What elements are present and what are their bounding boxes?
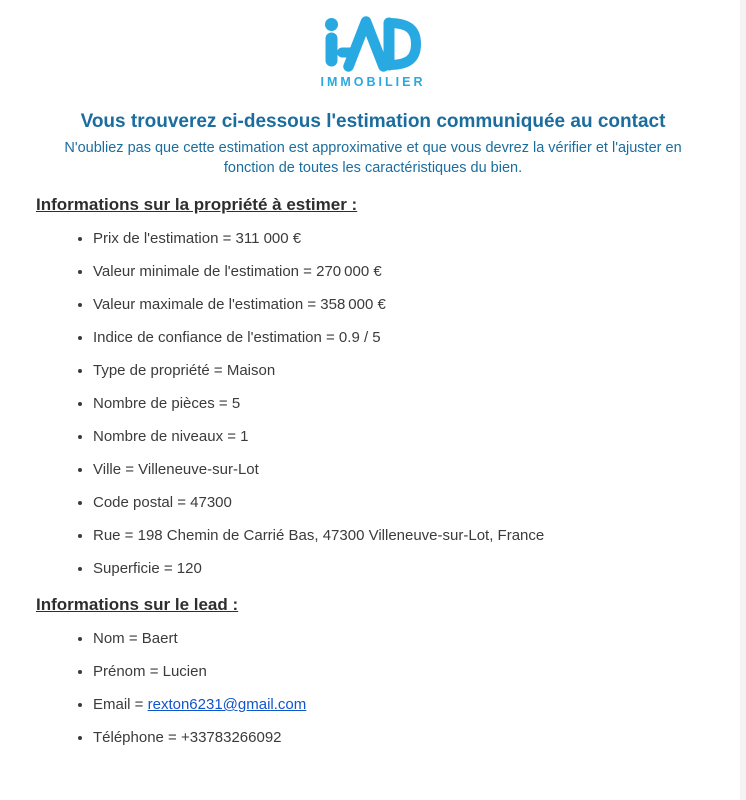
- list-item: [93, 697, 710, 713]
- iad-logo-icon: [323, 16, 423, 72]
- email-label: Email =: [93, 696, 148, 713]
- list-item: • Code postal = 47300: [93, 495, 710, 511]
- page-title: Vous trouverez ci-dessous l'estimation communiquée au contact: [80, 111, 666, 132]
- page-right-edge: [740, 0, 746, 800]
- lead-list: [36, 631, 710, 746]
- list-item: • Nom = Baert: [93, 631, 710, 647]
- property-section: [36, 195, 710, 577]
- list-item: • Prix de l'estimation = 311 000 €: [93, 231, 710, 247]
- lead-section: [36, 595, 710, 746]
- list-item: • Superficie = 120: [93, 561, 710, 577]
- brand-logo: [0, 0, 746, 89]
- list-item: • Nombre de pièces = 5: [93, 396, 710, 412]
- brand-tagline: IMMOBILIER: [320, 75, 426, 89]
- list-item: • Valeur minimale de l'estimation = 270 000 €: [93, 264, 710, 280]
- property-list: [36, 231, 710, 577]
- list-item: • Type de propriété = Maison: [93, 363, 710, 379]
- list-item: • Ville = Villeneuve-sur-Lot: [93, 462, 710, 478]
- property-section-heading: Informations sur la propriété à estimer :: [36, 195, 358, 214]
- list-item: • Téléphone = +33783266092: [93, 730, 710, 746]
- page-subtitle: N'oubliez pas que cette estimation est approximative et que vous devrez la vérifier et l'ajuster en fonction de toutes les caractéristiques du bien.: [64, 140, 682, 176]
- list-item: • Valeur maximale de l'estimation = 358 000 €: [93, 297, 710, 313]
- list-item: • Rue = 198 Chemin de Carrié Bas, 47300 Villeneuve-sur-Lot, France: [93, 528, 710, 544]
- lead-section-heading: Informations sur le lead :: [36, 595, 239, 614]
- list-item: • Prénom = Lucien: [93, 664, 710, 680]
- list-item: • Indice de confiance de l'estimation = 0.9 / 5: [93, 330, 710, 346]
- email-link[interactable]: rexton6231@gmail.com: [147, 696, 307, 713]
- list-item: • Nombre de niveaux = 1: [93, 429, 710, 445]
